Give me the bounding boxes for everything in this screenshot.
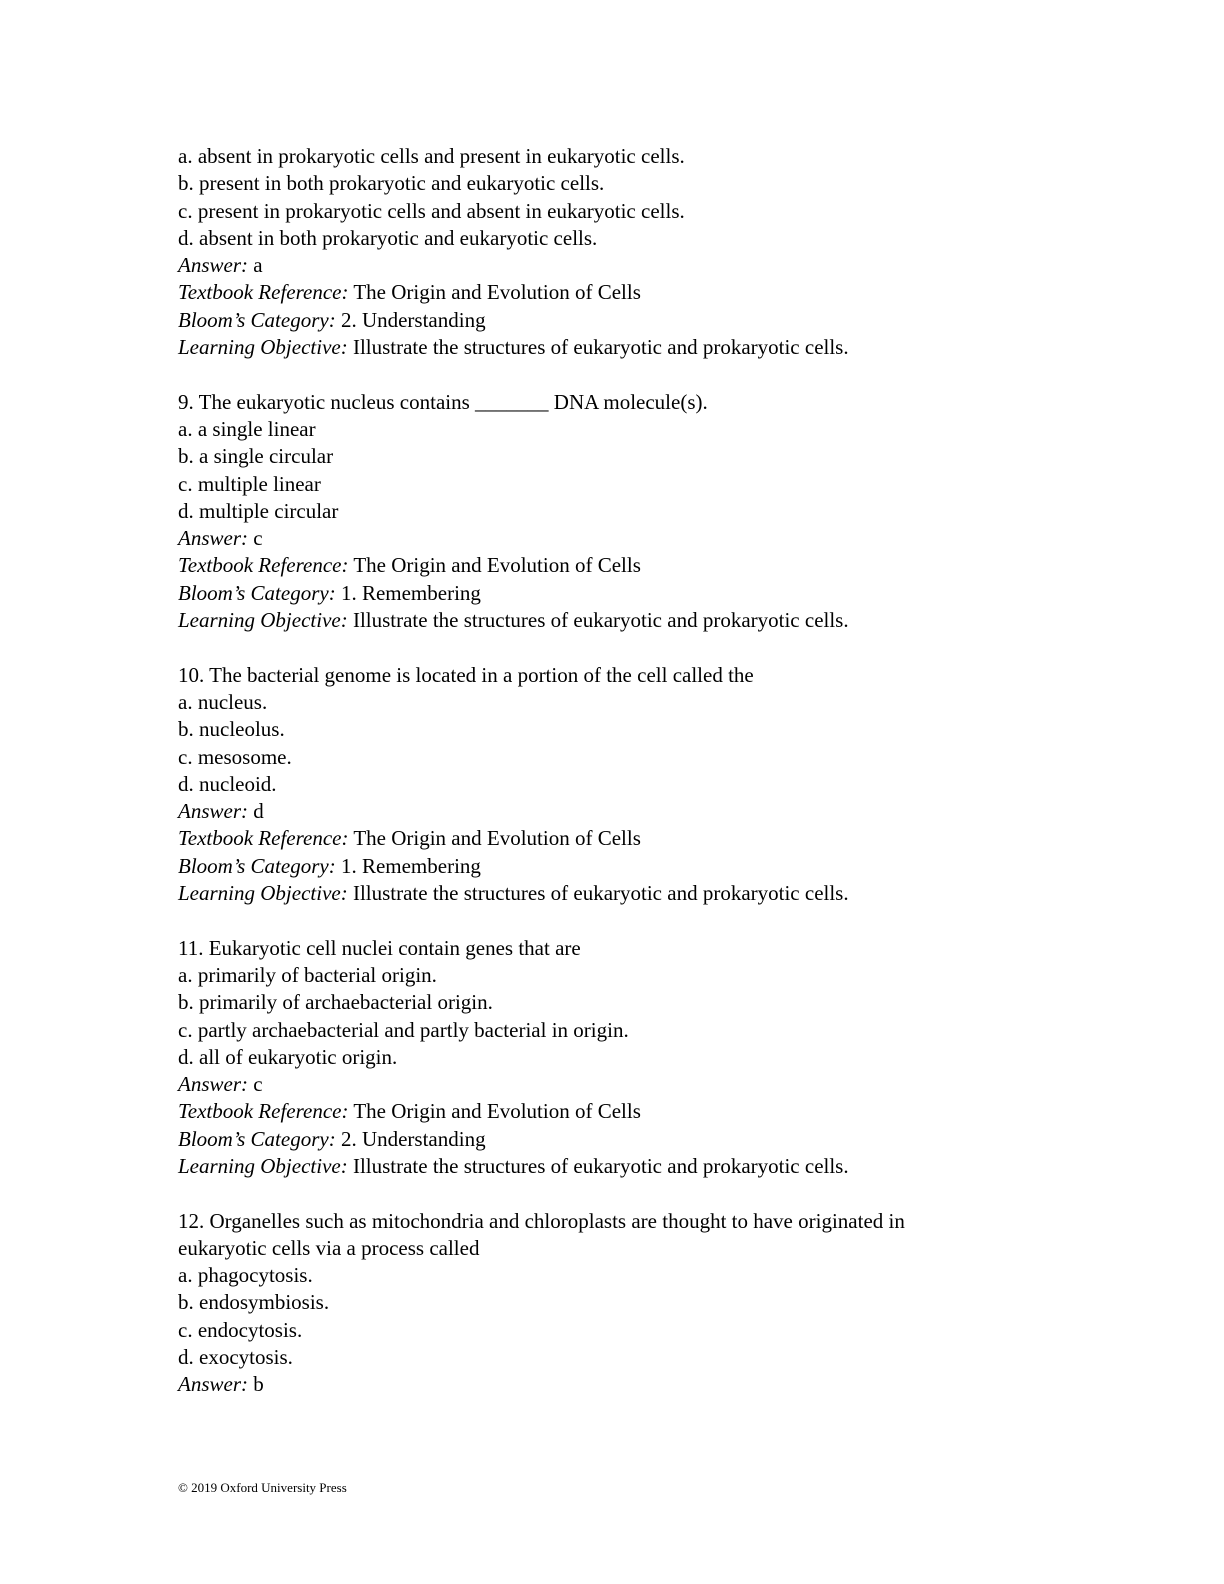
question-stem: 10. The bacterial genome is located in a portion of the cell called the xyxy=(178,662,754,687)
option-d: d. all of eukaryotic origin. xyxy=(178,1044,398,1069)
question-8-continued xyxy=(178,143,1058,361)
blooms-category-value: 1. Remembering xyxy=(340,853,481,878)
option-a: a. absent in prokaryotic cells and present in eukaryotic cells. xyxy=(178,144,685,168)
blooms-category-line xyxy=(178,853,1058,880)
blooms-category-line xyxy=(178,307,1058,334)
answer-line xyxy=(178,1071,1058,1098)
textbook-reference-label: Textbook Reference: xyxy=(178,553,349,578)
option-d: d. nucleoid. xyxy=(178,771,277,796)
learning-objective-line xyxy=(178,334,1058,361)
option-c: c. endocytosis. xyxy=(178,1317,303,1342)
question-bank-page xyxy=(178,143,1058,1399)
option-d: d. exocytosis. xyxy=(178,1345,293,1370)
option-a: a. nucleus. xyxy=(178,689,268,714)
blooms-category-line xyxy=(178,580,1058,607)
question-9 xyxy=(178,389,1058,635)
learning-objective-value: Illustrate the structures of eukaryotic and prokaryotic cells. xyxy=(352,335,849,360)
option-a: a. phagocytosis. xyxy=(178,1263,313,1288)
blooms-category-line xyxy=(178,1126,1058,1153)
blooms-category-label: Bloom’s Category: xyxy=(178,307,336,332)
option-b: b. a single circular xyxy=(178,444,334,469)
option-c: c. partly archaebacterial and partly bacterial in origin. xyxy=(178,1017,629,1042)
textbook-reference-label: Textbook Reference: xyxy=(178,1099,349,1124)
learning-objective-label: Learning Objective: xyxy=(178,335,348,360)
answer-value: d xyxy=(253,799,264,824)
textbook-reference-line xyxy=(178,552,1058,579)
question-stem: 11. Eukaryotic cell nuclei contain genes that are xyxy=(178,935,581,960)
learning-objective-value: Illustrate the structures of eukaryotic and prokaryotic cells. xyxy=(352,1153,849,1178)
learning-objective-line xyxy=(178,880,1058,907)
question-10 xyxy=(178,662,1058,908)
learning-objective-line xyxy=(178,1153,1058,1180)
learning-objective-value: Illustrate the structures of eukaryotic and prokaryotic cells. xyxy=(352,881,849,906)
learning-objective-value: Illustrate the structures of eukaryotic and prokaryotic cells. xyxy=(352,608,849,633)
option-a: a. primarily of bacterial origin. xyxy=(178,962,437,987)
answer-value: c xyxy=(253,1072,263,1097)
blooms-category-value: 2. Understanding xyxy=(340,307,486,332)
learning-objective-label: Learning Objective: xyxy=(178,608,348,633)
learning-objective-line xyxy=(178,607,1058,634)
answer-value: a xyxy=(253,253,263,278)
option-d: d. absent in both prokaryotic and eukaryotic cells. xyxy=(178,225,598,250)
answer-label: Answer: xyxy=(178,526,248,551)
option-b: b. present in both prokaryotic and eukaryotic cells. xyxy=(178,171,605,196)
textbook-reference-value: The Origin and Evolution of Cells xyxy=(353,826,641,851)
textbook-reference-line xyxy=(178,279,1058,306)
answer-value: c xyxy=(253,526,263,551)
blooms-category-label: Bloom’s Category: xyxy=(178,1126,336,1151)
question-stem-line-2: eukaryotic cells via a process called xyxy=(178,1235,480,1260)
textbook-reference-label: Textbook Reference: xyxy=(178,826,349,851)
blooms-category-value: 1. Remembering xyxy=(340,580,481,605)
option-b: b. nucleolus. xyxy=(178,717,285,742)
blooms-category-label: Bloom’s Category: xyxy=(178,580,336,605)
answer-value: b xyxy=(253,1372,264,1397)
blooms-category-label: Bloom’s Category: xyxy=(178,853,336,878)
answer-line xyxy=(178,525,1058,552)
answer-label: Answer: xyxy=(178,799,248,824)
question-12 xyxy=(178,1208,1058,1399)
option-c: c. mesosome. xyxy=(178,744,292,769)
answer-line xyxy=(178,252,1058,279)
learning-objective-label: Learning Objective: xyxy=(178,1153,348,1178)
answer-label: Answer: xyxy=(178,1072,248,1097)
textbook-reference-label: Textbook Reference: xyxy=(178,280,349,305)
blooms-category-value: 2. Understanding xyxy=(340,1126,486,1151)
option-d: d. multiple circular xyxy=(178,498,339,523)
learning-objective-label: Learning Objective: xyxy=(178,881,348,906)
question-11 xyxy=(178,935,1058,1181)
answer-line xyxy=(178,798,1058,825)
textbook-reference-line xyxy=(178,1098,1058,1125)
textbook-reference-value: The Origin and Evolution of Cells xyxy=(353,1099,641,1124)
textbook-reference-value: The Origin and Evolution of Cells xyxy=(353,280,641,305)
option-a: a. a single linear xyxy=(178,416,316,441)
question-stem-line-1: 12. Organelles such as mitochondria and chloroplasts are thought to have originated in xyxy=(178,1208,905,1233)
question-stem: 9. The eukaryotic nucleus contains _______ DNA molecule(s). xyxy=(178,389,708,414)
option-b: b. primarily of archaebacterial origin. xyxy=(178,990,493,1015)
textbook-reference-line xyxy=(178,825,1058,852)
option-c: c. multiple linear xyxy=(178,471,321,496)
answer-label: Answer: xyxy=(178,1372,248,1397)
textbook-reference-value: The Origin and Evolution of Cells xyxy=(353,553,641,578)
copyright-footer: © 2019 Oxford University Press xyxy=(178,1480,347,1495)
answer-line xyxy=(178,1371,1058,1398)
option-b: b. endosymbiosis. xyxy=(178,1290,330,1315)
answer-label: Answer: xyxy=(178,253,248,278)
option-c: c. present in prokaryotic cells and absent in eukaryotic cells. xyxy=(178,198,685,223)
